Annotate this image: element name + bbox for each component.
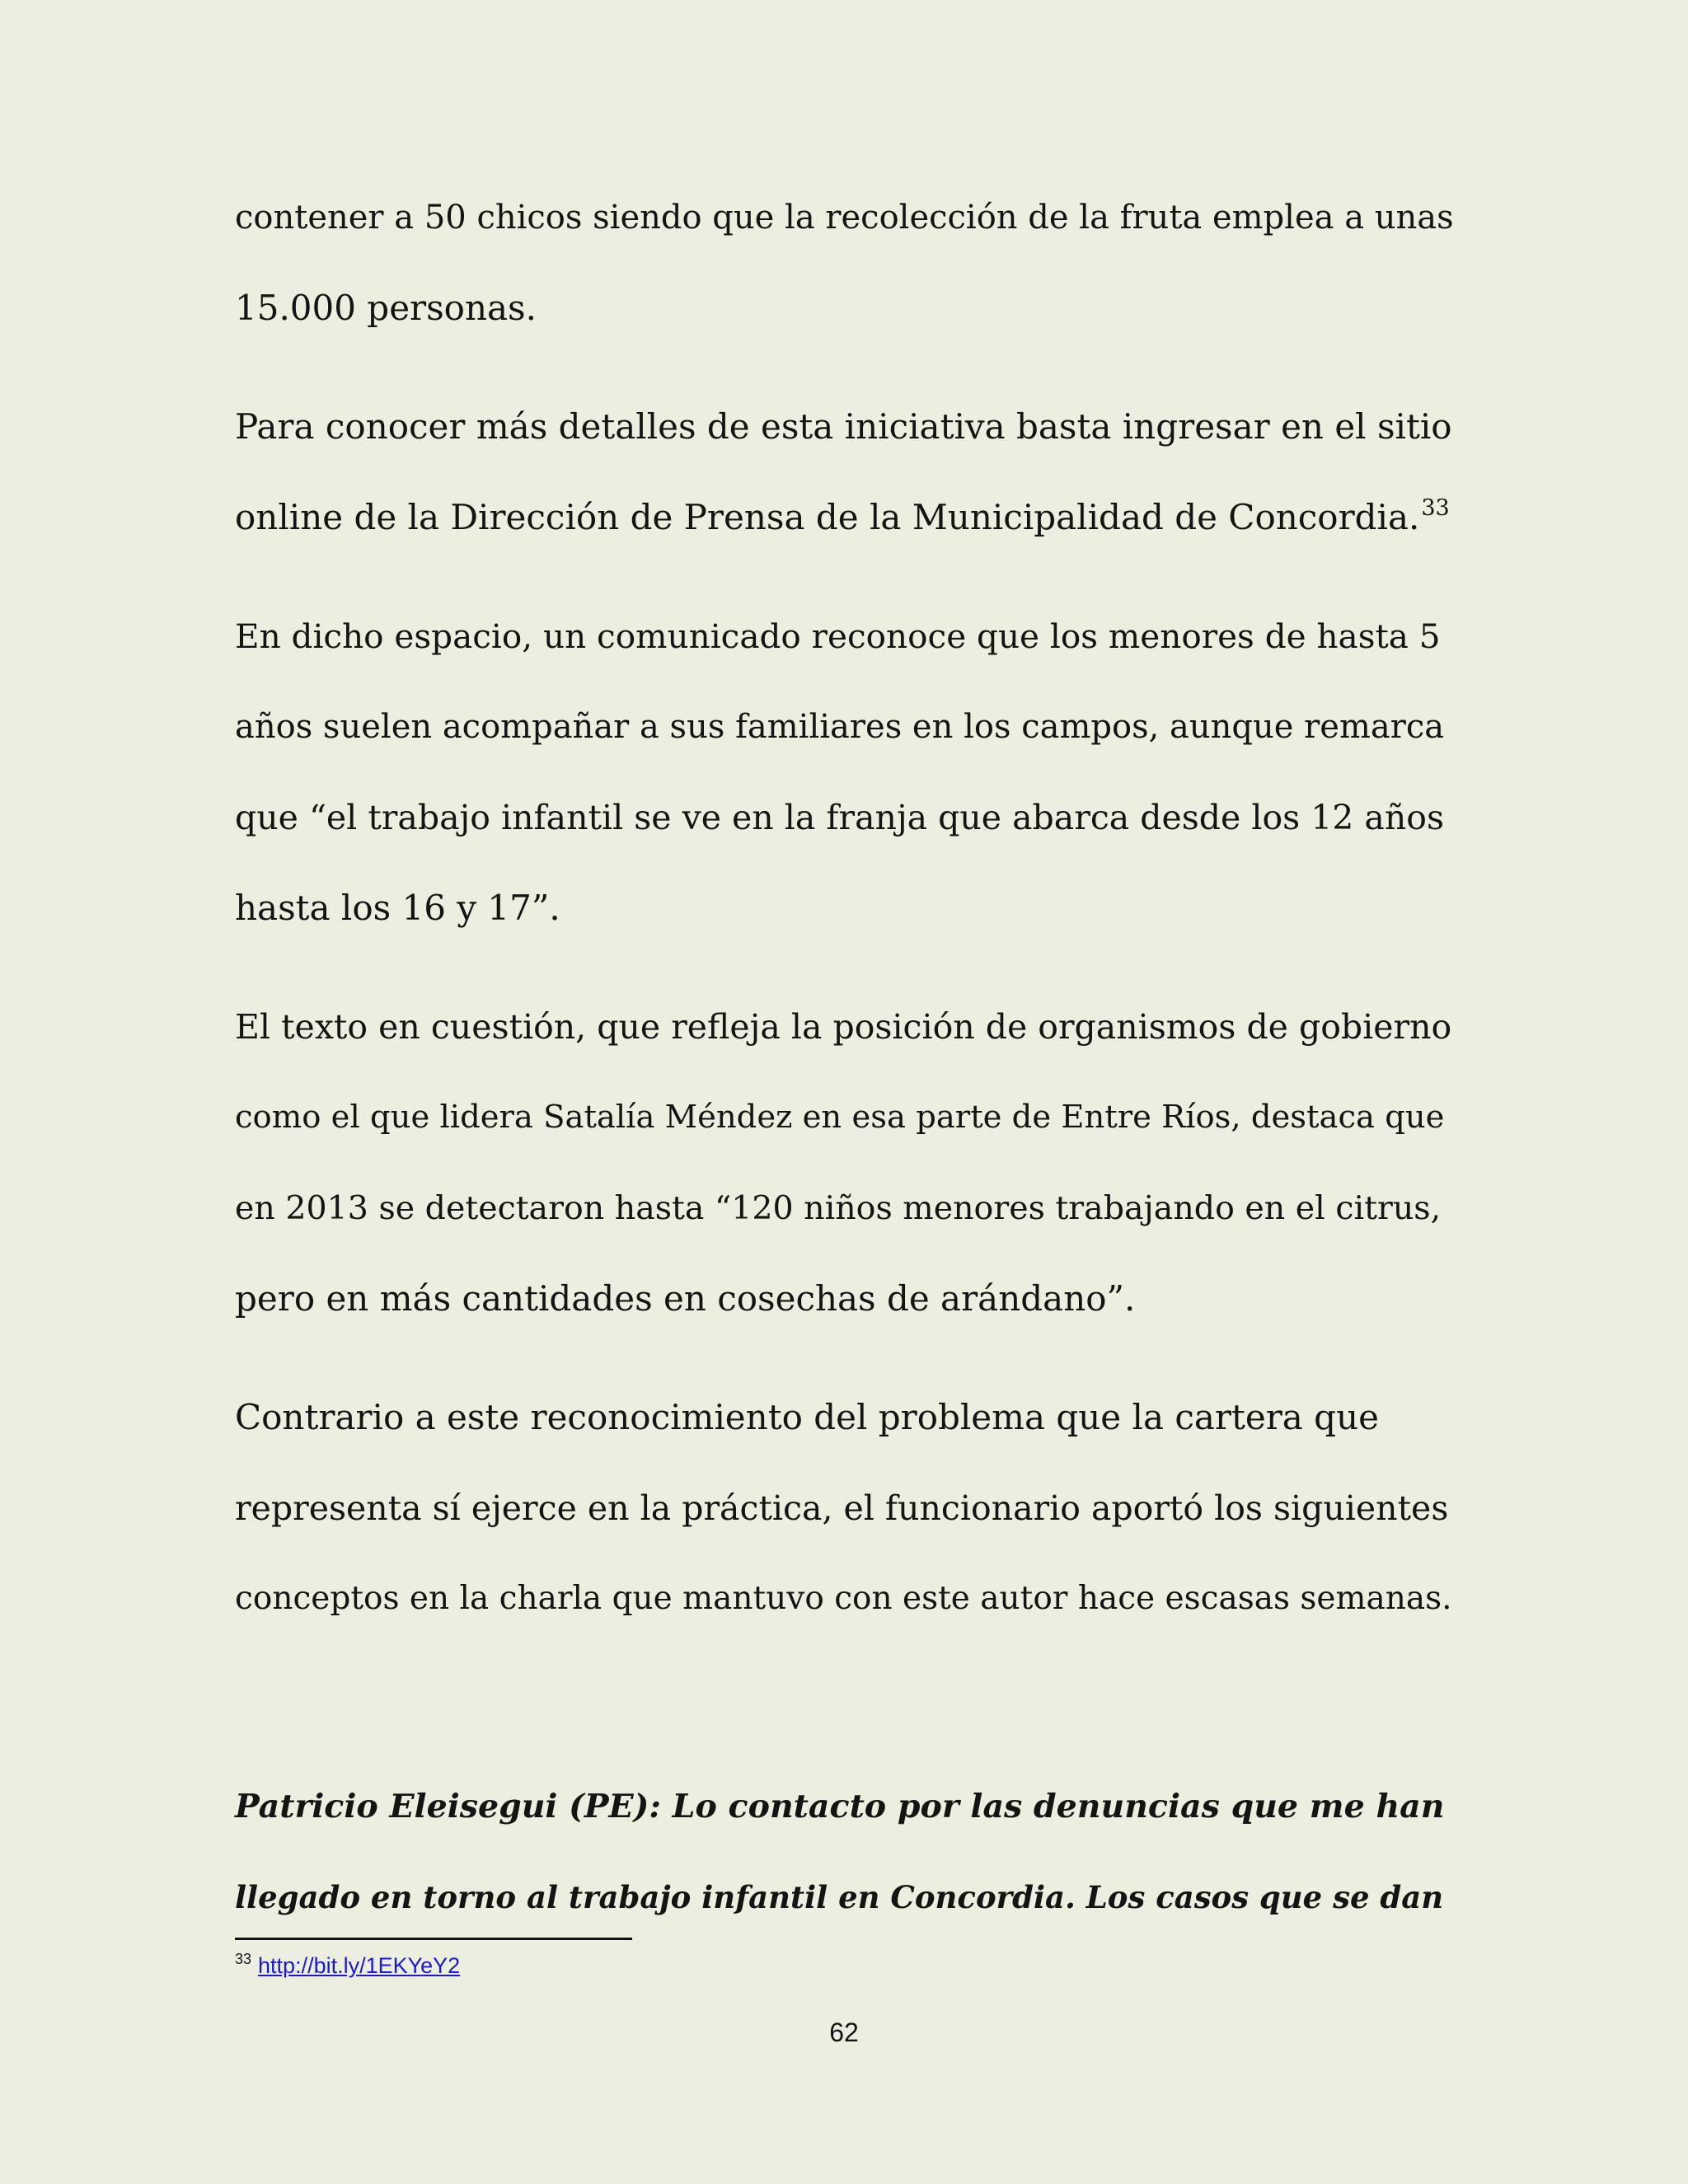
paragraph-2-line-2-text: online de la Dirección de Prensa de la Municipalidad de Concordia.: [235, 497, 1420, 537]
footnote-link[interactable]: http://bit.ly/1EKYeY2: [258, 1953, 461, 1978]
footnote-separator: [235, 1938, 632, 1940]
interview-question-line-1: Patricio Eleisegui (PE): Lo contacto por las denuncias que me han: [235, 1788, 1445, 1825]
paragraph-5-line-1: Contrario a este reconocimiento del problema que la cartera que: [235, 1397, 1379, 1437]
paragraph-1-line-1: contener a 50 chicos siendo que la recolección de la fruta emplea a unas: [235, 199, 1454, 237]
paragraph-3-line-1: En dicho espacio, un comunicado reconoce que los menores de hasta 5: [235, 616, 1441, 656]
paragraph-4-line-4: pero en más cantidades en cosechas de arándano”.: [235, 1278, 1136, 1319]
paragraph-4-line-1: El texto en cuestión, que refleja la posición de organismos de gobierno: [235, 1007, 1452, 1047]
paragraph-4-line-2: como el que lidera Satalía Méndez en esa parte de Entre Ríos, destaca que: [235, 1099, 1445, 1136]
paragraph-5-line-2: representa sí ejerce en la práctica, el funcionario aportó los siguientes: [235, 1488, 1449, 1528]
page-number: 62: [829, 2018, 859, 2047]
footnote-reference[interactable]: 33: [1421, 495, 1450, 521]
footnote: [235, 1952, 460, 1980]
paragraph-3-line-2: años suelen acompañar a sus familiares en los campos, aunque remarca: [235, 708, 1445, 746]
paragraph-2-line-1: Para conocer más detalles de esta iniciativa basta ingresar en el sitio: [235, 406, 1452, 447]
paragraph-4-line-3: en 2013 se detectaron hasta “120 niños menores trabajando en el citrus,: [235, 1189, 1442, 1227]
paragraph-2-line-2: [235, 494, 1450, 541]
footnote-number: 33: [235, 1951, 252, 1967]
paragraph-3-line-4: hasta los 16 y 17”.: [235, 888, 560, 928]
paragraph-5-line-3: conceptos en la charla que mantuvo con este autor hace escasas semanas.: [235, 1580, 1452, 1617]
paragraph-1-line-2: 15.000 personas.: [235, 288, 537, 328]
interview-question-line-2: llegado en torno al trabajo infantil en Concordia. Los casos que se dan: [235, 1879, 1444, 1915]
paragraph-3-line-3: que “el trabajo infantil se ve en la franja que abarca desde los 12 años: [235, 798, 1444, 837]
